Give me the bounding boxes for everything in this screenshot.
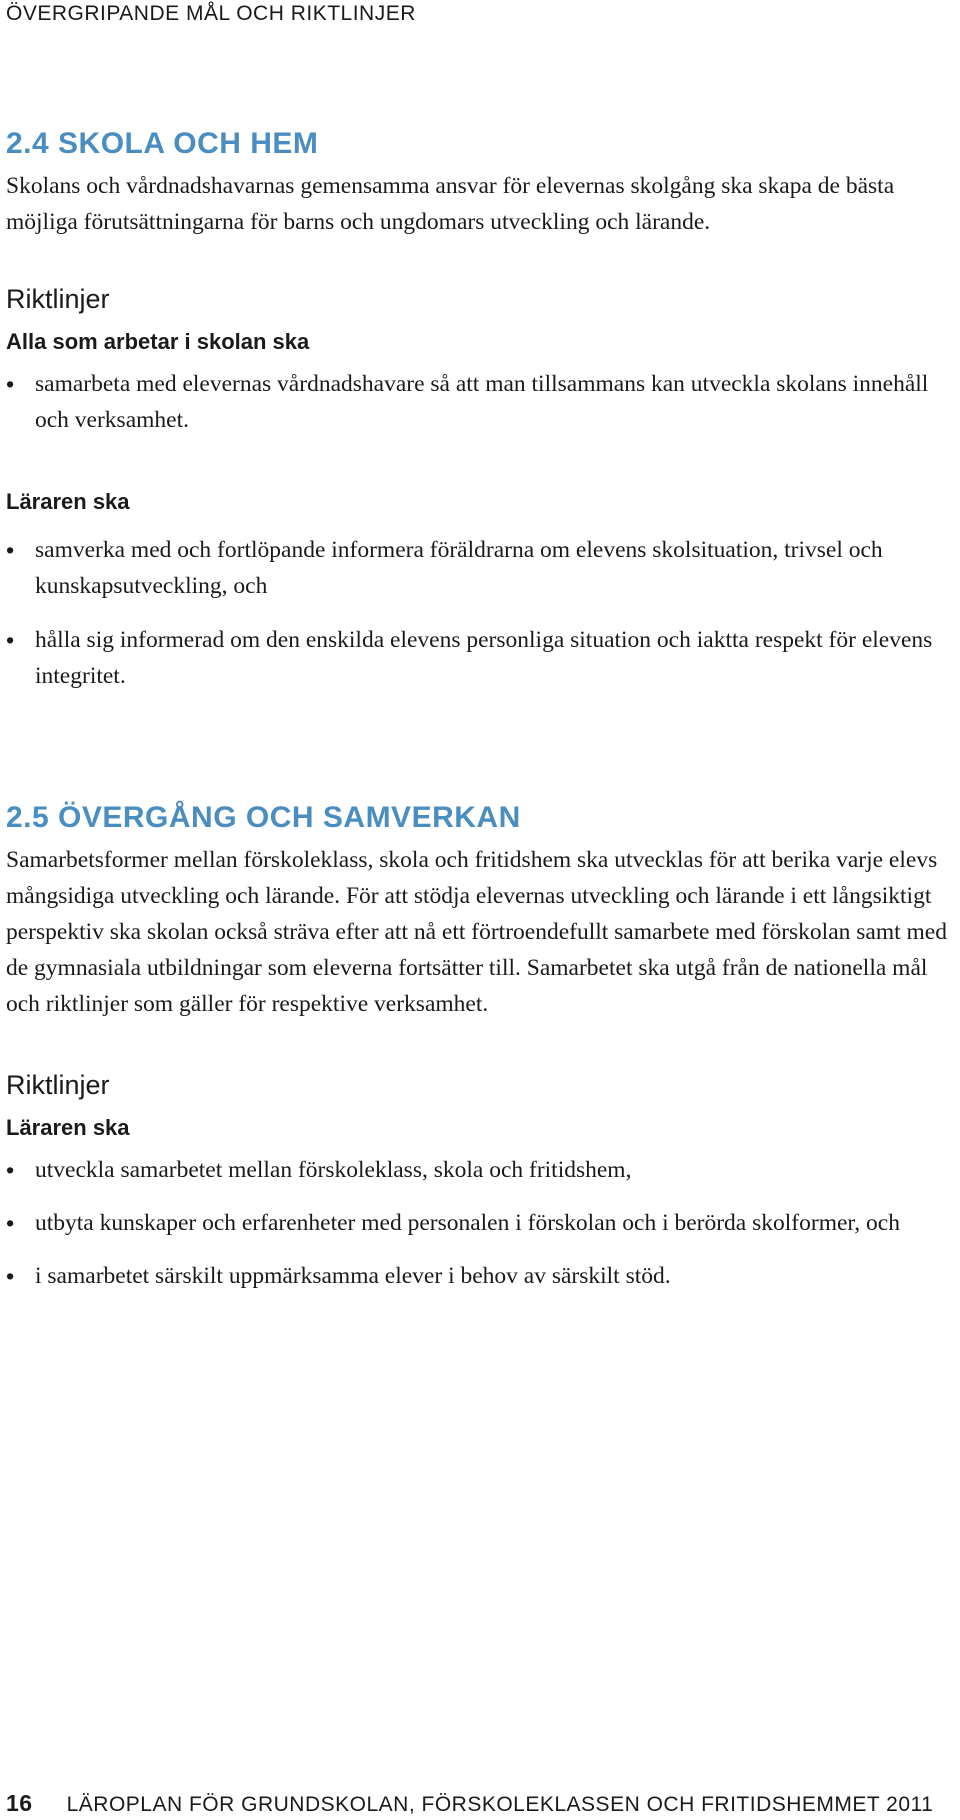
group-heading: Läraren ska xyxy=(6,1115,130,1140)
section-intro: Samarbetsformer mellan förskoleklass, skola och fritidshem ska utvecklas för att berika varje elevs mångsidiga utveckling och lärande. För att stödja elevernas utveckling och lärande i ett långsiktigt perspektiv ska skolan också sträva efter att nå ett förtroendefullt samarbete med förskolan samt med de gymnasiala utbildningar som eleverna fortsätter till. Samarbetet ska utgå från de nationella mål och riktlinjer som gäller för respektive verksamhet. xyxy=(6,847,947,1017)
page-footer xyxy=(6,1790,933,1817)
section-2-4 xyxy=(6,126,956,694)
list-item: • samarbeta med elevernas vårdnadshavare så att man tillsammans kan utveckla skolans innehåll och verksamhet. xyxy=(6,366,956,438)
list-item: • hålla sig informerad om den enskilda elevens personliga situation och iaktta respekt för elevens integritet. xyxy=(6,622,956,694)
bullet-list xyxy=(6,1152,956,1294)
section-heading: 2.4 SKOLA OCH HEM xyxy=(6,127,319,160)
bullet-icon: • xyxy=(6,1263,15,1289)
publication-title: LÄROPLAN FÖR GRUNDSKOLAN, FÖRSKOLEKLASSEN OCH FRITIDSHEMMET 2011 xyxy=(66,1793,934,1816)
bullet-icon: • xyxy=(6,627,15,653)
list-item: • utbyta kunskaper och erfarenheter med personalen i förskolan och i berörda skolformer, och xyxy=(6,1205,956,1241)
guidelines-label: Riktlinjer xyxy=(6,284,110,314)
running-head: ÖVERGRIPANDE MÅL OCH RIKTLINJER xyxy=(6,2,416,25)
bullet-icon: • xyxy=(6,537,15,563)
list-item: • i samarbetet särskilt uppmärksamma elever i behov av särskilt stöd. xyxy=(6,1258,956,1294)
bullet-icon: • xyxy=(6,1210,15,1236)
list-item: • utveckla samarbetet mellan förskoleklass, skola och fritidshem, xyxy=(6,1152,956,1188)
page-number: 16 xyxy=(6,1790,33,1816)
group-heading: Alla som arbetar i skolan ska xyxy=(6,329,310,354)
guidelines-label: Riktlinjer xyxy=(6,1070,110,1100)
group-heading: Läraren ska xyxy=(6,489,130,514)
section-heading: 2.5 ÖVERGÅNG OCH SAMVERKAN xyxy=(6,801,521,834)
section-2-5 xyxy=(6,800,956,1294)
bullet-list xyxy=(6,532,956,694)
bullet-list xyxy=(6,366,956,438)
bullet-icon: • xyxy=(6,371,15,397)
list-item: • samverka med och fortlöpande informera föräldrarna om elevens skolsituation, trivsel och kunskapsutveckling, och xyxy=(6,532,956,604)
bullet-icon: • xyxy=(6,1157,15,1183)
section-intro: Skolans och vårdnadshavarnas gemensamma ansvar för elevernas skolgång ska skapa de bästa möjliga förutsättningarna för barns och ungdomars utveckling och lärande. xyxy=(6,173,895,235)
